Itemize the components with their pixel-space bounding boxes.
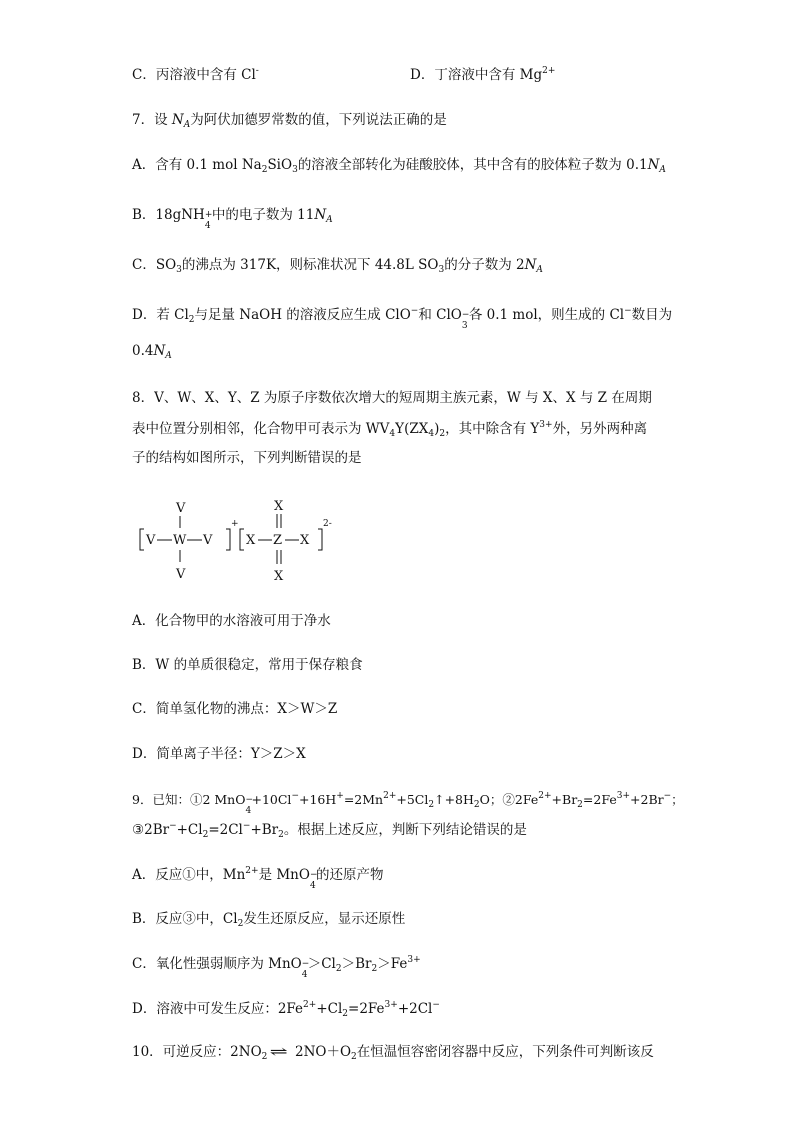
q7-option-c: C．$SO_3$的沸点为 317K，则标准状况下 44.8L $SO_3$的分子数为 $2N_A$ [132, 257, 543, 275]
q9-option-b: B．反应③中，$Cl_2$发生还原反应，显示还原性 [132, 911, 406, 929]
q7-option-d: D．若 $Cl_2$与足量 NaOH 的溶液反应生成 ClO−和 ClO − 3 各 0.1 mol，则生成的 Cl−数目为 [132, 306, 673, 331]
cation-left-bracket [140, 529, 144, 550]
q10-stem: 10．可逆反应：$2NO_2$ ⇌ $2NO+O_2$在恒温恒容密闭容器中反应，下列条件可判断该反 [132, 1044, 654, 1062]
q6-option-d: D．丁溶液中含有 $Mg^{2+}$ [410, 66, 556, 83]
anion-charge: 2- [323, 519, 332, 529]
anion-atom-x-bottom: X [274, 569, 284, 584]
q8-option-d: D．简单离子半径：Y＞Z＞X [132, 746, 306, 762]
cation-charge: + [231, 519, 239, 529]
q7-option-a: A．含有 0.1 mol $Na_2SiO_3$的溶液全部转化为硅酸胶体，其中含有的胶体粒子数为 $0.1N_A$ [132, 157, 666, 175]
cation-atom-w: W [173, 533, 187, 548]
q8-option-b: B．W 的单质很稳定，常用于保存粮食 [132, 657, 363, 673]
q8-stem-line3: 子的结构如图所示，下列判断错误的是 [132, 450, 362, 466]
ion-structure-diagram [132, 492, 352, 592]
cation-atom-v-bottom: V [176, 567, 186, 582]
cation-atom-v-left: V [146, 533, 156, 548]
anion-right-bracket [318, 529, 322, 550]
q7-stem: 7．设 $N_A$为阿伏加德罗常数的值，下列说法正确的是 [132, 112, 447, 130]
q7-option-b: B．18gNH + 4 中的电子数为 $11N_A$ [132, 207, 333, 231]
anion-atom-x-right: X [300, 533, 310, 548]
anion-atom-z: Z [273, 533, 283, 548]
anion-atom-x-left: X [246, 533, 256, 548]
q7-option-d-cont: $0.4N_A$ [132, 343, 172, 361]
anion-left-bracket [240, 529, 244, 550]
anion-atom-x-top: X [274, 499, 284, 514]
cation-atom-v-right: V [203, 533, 213, 548]
equilibrium-arrow-icon: ⇌ [269, 1044, 289, 1060]
q9-stem-line2: $③2Br^-+Cl_2=2Cl^-+Br_2$。根据上述反应，判断下列结论错误的是 [132, 821, 527, 840]
q9-option-d: D．溶液中可发生反应：$2Fe^{2+}+Cl_2=2Fe^{3+}+2Cl^-$ [132, 1000, 440, 1019]
q6-option-c: C．丙溶液中含有 Cl- [132, 66, 259, 83]
q8-option-c: C．简单氢化物的沸点：X＞W＞Z [132, 701, 338, 717]
q8-stem-line1: 8．V、W、X、Y、Z 为原子序数依次增大的短周期主族元素，W 与 X、X 与 Z 在周期 [132, 390, 652, 406]
q9-option-c: C．氧化性强弱顺序为 MnO − 4 $>Cl_2>Br_2>Fe^{3+}$ [132, 955, 421, 980]
cation-atom-v-top: V [176, 501, 186, 516]
cation-right-bracket [226, 529, 230, 550]
q8-option-a: A．化合物甲的水溶液可用于净水 [132, 613, 331, 629]
q9-stem-line1: 9．已知：①2 MnO − 4 $+10Cl^-+16H^+=2Mn^{2+}+5Cl_2↑+8H_2O$；$②2Fe^{2+}+Br_2=2Fe^{3+}+2Br^-$； [132, 791, 684, 816]
q8-stem-line2: 表中位置分别相邻，化合物甲可表示为 $WV_4Y(ZX_4)_2$，其中除含有 $Y^{3+}$外，另外两种离 [132, 420, 648, 439]
q9-option-a: A．反应①中，$Mn^{2+}$是 MnO − 4 的还原产物 [132, 866, 384, 891]
